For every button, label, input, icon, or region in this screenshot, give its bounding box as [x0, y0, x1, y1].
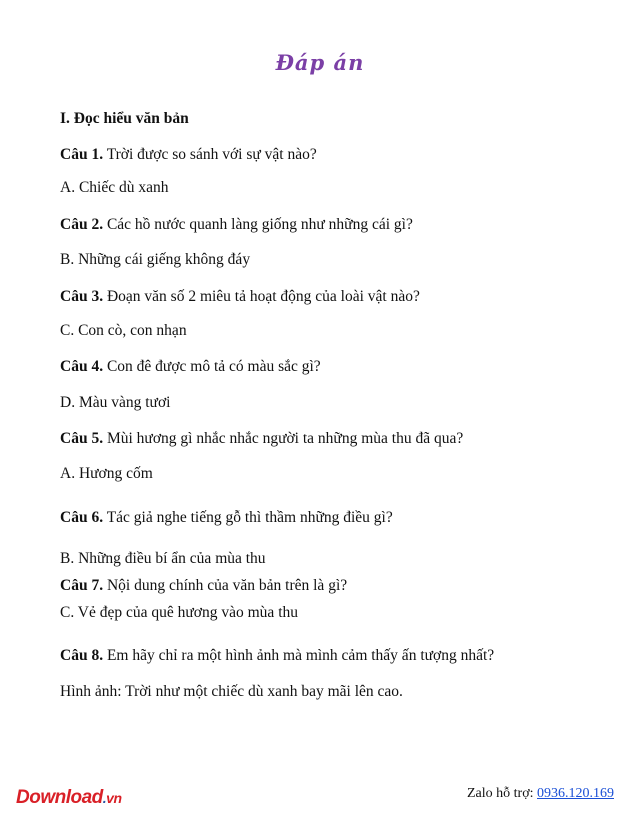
document-title: Đáp án	[275, 50, 365, 75]
question-label: Câu 2.	[60, 216, 104, 233]
section-heading-text: I. Đọc hiểu văn bản	[60, 110, 189, 127]
question-text: Con đê được mô tả có màu sắc gì?	[106, 358, 321, 375]
question-5	[60, 429, 463, 449]
logo-main-text: Download	[16, 787, 103, 808]
logo-tld: vn	[106, 790, 122, 806]
question-label: Câu 7.	[60, 577, 104, 594]
question-1	[60, 145, 317, 165]
answer-4: D. Màu vàng tươi	[60, 394, 171, 411]
section-heading	[60, 109, 189, 129]
question-label: Câu 3.	[60, 288, 104, 305]
answer-1: A. Chiếc dù xanh	[60, 179, 169, 196]
question-2	[60, 215, 413, 235]
download-vn-logo[interactable]	[16, 787, 122, 809]
question-text: Mùi hương gì nhắc nhắc người ta những mùa thu đã qua?	[106, 430, 464, 447]
question-8	[60, 646, 494, 666]
contact-phone-link[interactable]: 0936.120.169	[537, 786, 614, 801]
answer-8: Hình ảnh: Trời như một chiếc dù xanh bay mãi lên cao.	[60, 683, 403, 700]
logo-dot: .	[102, 790, 107, 806]
question-4	[60, 357, 321, 377]
question-3	[60, 287, 420, 307]
question-label: Câu 4.	[60, 358, 104, 375]
question-text: Nội dung chính của văn bản trên là gì?	[106, 577, 348, 594]
question-text: Em hãy chỉ ra một hình ảnh mà mình cảm thấy ấn tượng nhất?	[106, 647, 495, 664]
answer-6: B. Những điều bí ẩn của mùa thu	[60, 550, 266, 567]
question-text: Trời được so sánh với sự vật nào?	[106, 146, 317, 163]
question-text: Tác giả nghe tiếng gỗ thì thầm những điều gì?	[106, 509, 393, 526]
contact-label: Zalo hỗ trợ:	[467, 786, 537, 801]
answer-5: A. Hương cốm	[60, 465, 153, 482]
answer-7: C. Vẻ đẹp của quê hương vào mùa thu	[60, 604, 298, 621]
answer-2: B. Những cái giếng không đáy	[60, 251, 251, 268]
question-6	[60, 508, 393, 528]
footer-contact	[467, 786, 614, 802]
question-text: Đoạn văn số 2 miêu tả hoạt động của loài vật nào?	[106, 288, 420, 305]
question-text: Các hồ nước quanh làng giống như những cái gì?	[106, 216, 413, 233]
question-label: Câu 5.	[60, 430, 104, 447]
answer-3: C. Con cò, con nhạn	[60, 322, 187, 339]
question-label: Câu 6.	[60, 509, 104, 526]
question-7	[60, 576, 347, 596]
question-label: Câu 8.	[60, 647, 104, 664]
question-label: Câu 1.	[60, 146, 104, 163]
